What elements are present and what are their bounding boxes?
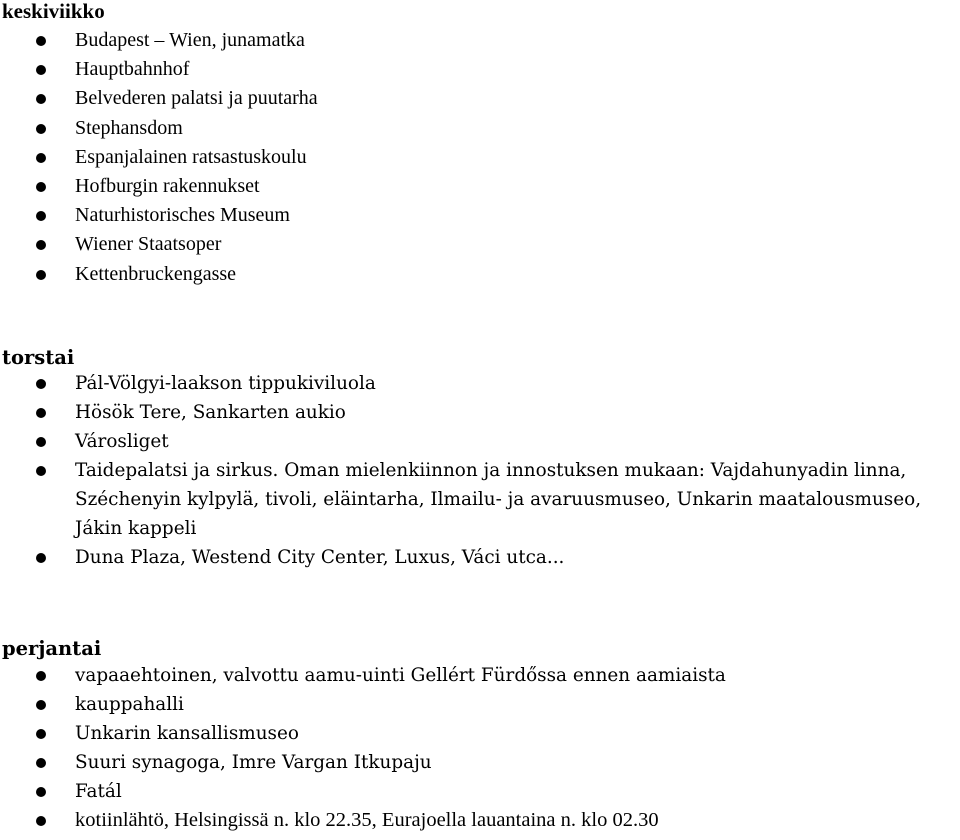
bullet-icon bbox=[36, 270, 46, 280]
list-item bbox=[0, 55, 958, 84]
list-item-text: Kettenbruckengasse bbox=[75, 262, 237, 285]
bullet-icon bbox=[36, 240, 46, 250]
list-item-text: Espanjalainen ratsastuskoulu bbox=[75, 145, 307, 168]
list-item-text: Unkarin kansallismuseo bbox=[75, 723, 299, 744]
day-list-thursday bbox=[0, 369, 958, 572]
list-item-text: Taidepalatsi ja sirkus. Oman mielenkiinnon ja innostuksen mukaan: Vajdahunyadin linna, Széchenyin kylpylä, tivoli, eläintarha, Ilmailu- ja avaruusmuseo, Unkarin maatalousmuseo, Jákin kappeli bbox=[75, 460, 922, 539]
list-item-text: Városliget bbox=[75, 431, 169, 452]
list-item-text: Belvederen palatsi ja puutarha bbox=[75, 87, 318, 110]
list-item bbox=[0, 748, 958, 777]
list-item-text: Fatál bbox=[75, 781, 122, 802]
list-item bbox=[0, 201, 958, 230]
list-item-text: Duna Plaza, Westend City Center, Luxus, Váci utca... bbox=[75, 547, 565, 568]
bullet-icon bbox=[36, 553, 46, 563]
bullet-icon bbox=[36, 408, 46, 418]
bullet-icon bbox=[36, 153, 46, 163]
list-item-text: Hauptbahnhof bbox=[75, 58, 190, 81]
bullet-icon bbox=[36, 65, 46, 75]
day-list-friday bbox=[0, 661, 958, 835]
day-list-wednesday bbox=[0, 26, 958, 289]
list-item bbox=[0, 719, 958, 748]
list-item-text: Budapest – Wien, junamatka bbox=[75, 29, 305, 51]
bullet-icon bbox=[36, 466, 46, 476]
list-item bbox=[0, 806, 958, 835]
bullet-icon bbox=[36, 36, 46, 46]
list-item bbox=[0, 543, 958, 572]
list-item bbox=[0, 26, 958, 55]
bullet-icon bbox=[36, 124, 46, 134]
bullet-icon bbox=[36, 211, 46, 221]
list-item bbox=[0, 84, 958, 113]
list-item bbox=[0, 260, 958, 289]
bullet-icon bbox=[36, 787, 46, 797]
list-item-text: vapaaehtoinen, valvottu aamu-uinti Gellért Fürdőssa ennen aamiaista bbox=[75, 665, 726, 686]
bullet-icon bbox=[36, 700, 46, 710]
list-item bbox=[0, 777, 958, 806]
list-item-text: Wiener Staatsoper bbox=[75, 233, 222, 256]
day-heading-thursday: torstai bbox=[2, 346, 75, 369]
list-item-text: kotiinlähtö, Helsingissä n. klo 22.35, Eurajoella lauantaina n. klo 02.30 bbox=[75, 809, 659, 831]
list-item-text: Naturhistorisches Museum bbox=[75, 204, 290, 227]
day-heading-wednesday: keskiviikko bbox=[2, 0, 105, 23]
bullet-icon bbox=[36, 182, 46, 192]
list-item-text: Stephansdom bbox=[75, 116, 183, 139]
list-item-text: Hofburgin rakennukset bbox=[75, 175, 260, 198]
bullet-icon bbox=[36, 758, 46, 768]
day-heading-friday: perjantai bbox=[2, 637, 102, 660]
list-item bbox=[0, 369, 958, 398]
bullet-icon bbox=[36, 671, 46, 681]
list-item-text: Pál-Völgyi-laakson tippukiviluola bbox=[75, 373, 376, 394]
list-item bbox=[0, 690, 958, 719]
list-item bbox=[0, 398, 958, 427]
list-item bbox=[0, 661, 958, 690]
list-item bbox=[0, 456, 958, 543]
list-item bbox=[0, 427, 958, 456]
bullet-icon bbox=[36, 94, 46, 104]
bullet-icon bbox=[36, 379, 46, 389]
list-item bbox=[0, 230, 958, 259]
list-item bbox=[0, 143, 958, 172]
bullet-icon bbox=[36, 816, 46, 826]
list-item bbox=[0, 114, 958, 143]
list-item-text: kauppahalli bbox=[75, 694, 184, 715]
bullet-icon bbox=[36, 729, 46, 739]
list-item bbox=[0, 172, 958, 201]
list-item-text: Hösök Tere, Sankarten aukio bbox=[75, 402, 346, 423]
list-item-text: Suuri synagoga, Imre Vargan Itkupaju bbox=[75, 752, 432, 773]
bullet-icon bbox=[36, 437, 46, 447]
